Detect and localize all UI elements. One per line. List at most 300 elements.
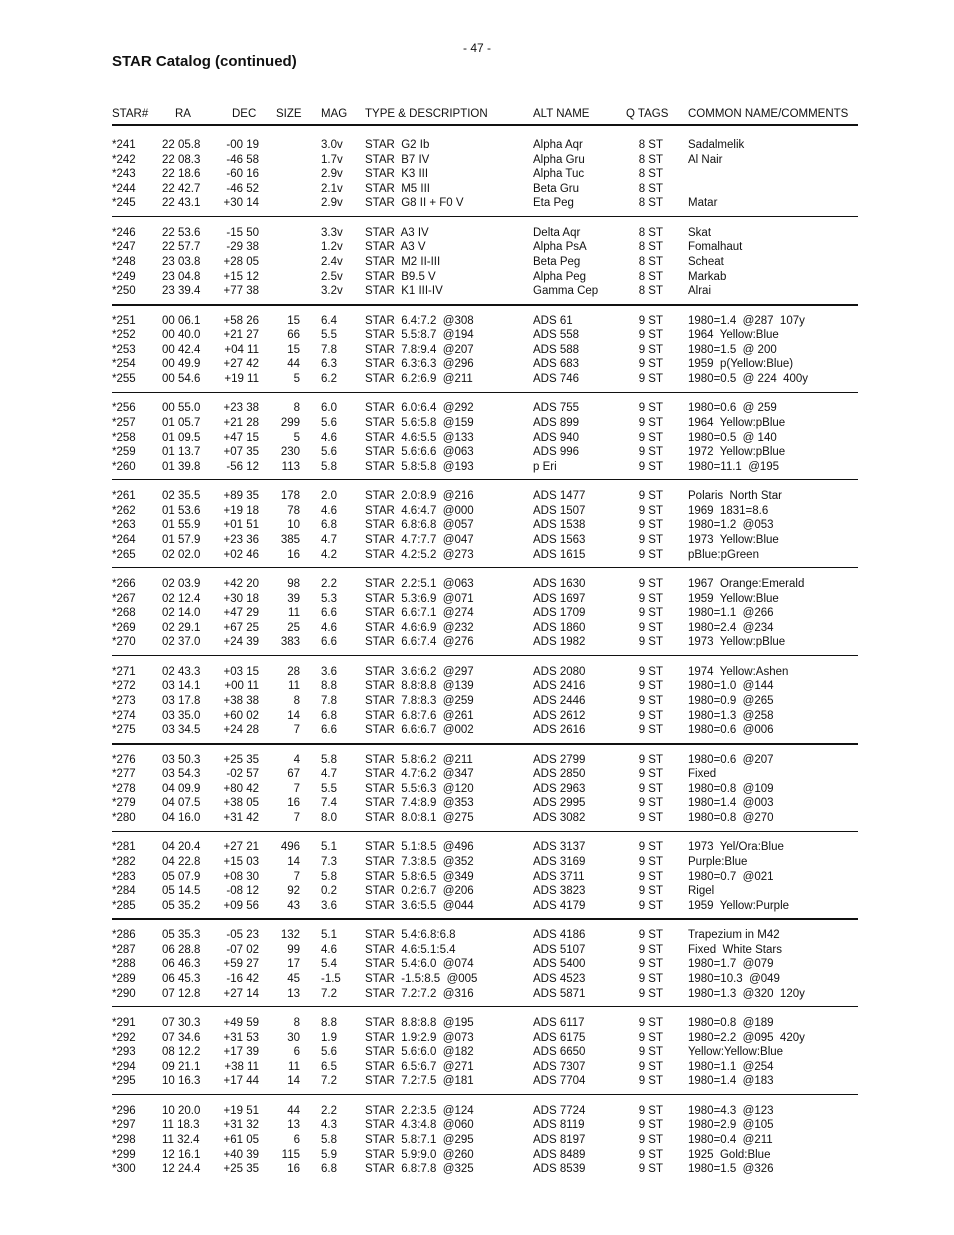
cell-ra: 01 39.8 [162,460,201,473]
cell-star-id: *251 [112,314,136,327]
cell-star-id: *277 [112,768,136,781]
cell-q-tags: 9 ST [638,929,663,942]
cell-mag: 3.0v [321,139,343,151]
cell-ra: 02 43.3 [162,665,201,678]
cell-ra: 22 18.6 [162,168,201,181]
cell-mag: 2.9v [321,168,343,181]
cell-comment: Fixed White Stars [688,943,782,956]
cell-comment: 1980=0.8 @270 [688,812,774,824]
cell-q-tags: 8 ST [638,285,663,298]
cell-alt-name: ADS 1709 [533,607,586,620]
cell-alt-name: ADS 8197 [533,1134,586,1146]
group-separator [112,918,858,920]
cell-dec: +31 32 [223,1119,259,1132]
cell-size: 8 [293,1017,300,1029]
cell-dec: +40 39 [223,1148,259,1161]
cell-ra: 05 07.9 [162,870,201,883]
cell-dec: -05 23 [226,929,259,942]
cell-comment: 1980=1.2 @053 [688,519,774,532]
cell-q-tags: 9 ST [638,1104,663,1117]
cell-type: STAR -1.5:8.5 @005 [365,973,478,985]
cell-star-id: *280 [112,812,136,824]
cell-q-tags: 9 ST [638,1031,663,1044]
cell-ra: 10 20.0 [162,1104,201,1117]
cell-q-tags: 8 ST [638,226,663,239]
cell-comment: 1980=1.1 @266 [688,607,774,620]
cell-star-id: *262 [112,504,136,517]
cell-type: STAR 6.5:6.7 @271 [365,1060,474,1073]
cell-comment: 1980=1.5 @326 [688,1163,774,1176]
cell-comment: 1980=1.5 @ 200 [688,343,777,356]
col-header-alt-name: ALT NAME [533,108,590,120]
cell-dec: +25 35 [223,753,259,766]
cell-comment: 1980=1.3 @258 [688,709,774,722]
cell-comment: Yellow:Yellow:Blue [688,1046,784,1059]
cell-size: 8 [293,402,300,415]
cell-mag: 3.6 [321,899,337,912]
cell-type: STAR 8.8:8.8 @139 [365,680,474,693]
cell-dec: +67 25 [223,621,259,634]
cell-dec: +38 05 [223,797,259,810]
cell-q-tags: 9 ST [638,943,663,956]
cell-q-tags: 9 ST [638,958,663,971]
cell-ra: 07 30.3 [162,1017,201,1029]
cell-ra: 02 35.5 [162,490,201,503]
cell-dec: +15 03 [223,856,259,868]
cell-alt-name: Delta Aqr [533,226,581,239]
cell-alt-name: Beta Peg [533,256,581,268]
cell-dec: +59 27 [223,958,259,971]
cell-ra: 06 45.3 [162,973,201,985]
cell-comment: 1969 1831=8.6 [688,504,769,517]
cell-ra: 10 16.3 [162,1075,201,1088]
cell-dec: -16 42 [226,973,259,985]
cell-q-tags: 9 ST [638,1046,663,1059]
cell-q-tags: 8 ST [638,168,663,181]
cell-mag: 6.3 [321,358,337,371]
cell-mag: 7.8 [321,695,337,707]
cell-dec: +27 14 [223,987,259,1000]
cell-alt-name: ADS 8539 [533,1163,586,1176]
cell-comment: 1974 Yellow:Ashen [688,665,789,678]
cell-comment: 1980=1.0 @144 [688,680,774,693]
cell-alt-name: ADS 940 [533,431,580,444]
cell-size: 4 [293,753,300,766]
cell-size: 7 [293,870,300,883]
group-separator [112,1006,858,1007]
cell-ra: 22 42.7 [162,182,201,195]
cell-mag: 5.1 [321,929,337,942]
cell-mag: 8.0 [321,812,337,824]
cell-type: STAR 6.6:7.4 @276 [365,636,474,649]
cell-alt-name: ADS 7704 [533,1075,586,1088]
cell-size: 78 [287,504,300,517]
cell-mag: 8.8 [321,1017,337,1029]
cell-mag: -1.5 [321,973,341,985]
page-title: STAR Catalog (continued) [112,53,297,70]
cell-dec: +31 42 [223,812,259,824]
cell-star-id: *242 [112,153,136,166]
cell-size: 13 [287,1119,300,1132]
cell-q-tags: 9 ST [638,446,663,459]
cell-star-id: *271 [112,665,136,678]
cell-alt-name: Alpha Gru [533,153,585,166]
cell-q-tags: 9 ST [638,724,663,737]
cell-dec: +19 18 [223,504,259,517]
cell-comment: Alrai [688,285,712,298]
cell-type: STAR 6.2:6.9 @211 [365,373,473,385]
cell-q-tags: 9 ST [638,812,663,824]
cell-size: 16 [287,1163,300,1176]
cell-mag: 6.6 [321,724,337,737]
cell-comment: pBlue:pGreen [688,548,759,561]
cell-comment: 1980=10.3 @049 [688,973,780,985]
cell-comment: 1980=0.9 @265 [688,695,774,707]
cell-ra: 08 12.2 [162,1046,201,1059]
cell-star-id: *296 [112,1104,136,1117]
cell-ra: 01 57.9 [162,534,201,546]
cell-dec: +47 15 [223,431,259,444]
cell-ra: 23 04.8 [162,270,201,283]
cell-q-tags: 9 ST [638,417,663,429]
group-separator [112,216,858,217]
cell-star-id: *288 [112,958,136,971]
cell-ra: 04 20.4 [162,841,201,854]
cell-alt-name: ADS 899 [533,417,580,429]
cell-size: 43 [287,899,300,912]
cell-mag: 5.8 [321,1134,337,1146]
cell-dec: +24 28 [223,724,259,737]
cell-star-id: *283 [112,870,136,883]
group-separator [112,392,858,393]
cell-q-tags: 9 ST [638,534,663,546]
cell-star-id: *300 [112,1163,136,1176]
cell-size: 385 [280,534,300,546]
cell-alt-name: ADS 996 [533,446,580,459]
cell-dec: -08 12 [226,885,259,898]
cell-q-tags: 8 ST [638,197,663,210]
cell-mag: 5.6 [321,446,337,459]
cell-type: STAR 4.6:4.7 @000 [365,504,474,517]
cell-size: 98 [287,578,300,590]
cell-type: STAR 3.6:6.2 @297 [365,665,474,678]
cell-type: STAR 5.4:6.8:6.8 [365,929,456,942]
cell-mag: 6.0 [321,402,337,415]
cell-dec: +04 11 [224,343,259,356]
cell-dec: +15 12 [223,270,259,283]
cell-alt-name: ADS 4186 [533,929,586,942]
cell-size: 44 [287,1104,300,1117]
cell-q-tags: 9 ST [638,973,663,985]
cell-dec: +23 36 [223,534,259,546]
cell-mag: 5.8 [321,870,337,883]
cell-mag: 6.6 [321,636,337,649]
cell-comment: 1973 Yellow:Blue [688,534,779,546]
cell-alt-name: Gamma Cep [533,285,599,298]
cell-q-tags: 9 ST [638,1017,663,1029]
cell-ra: 03 17.8 [162,695,201,707]
cell-star-id: *255 [112,373,136,385]
cell-comment: Trapezium in M42 [688,929,780,942]
cell-star-id: *261 [112,490,136,503]
cell-star-id: *286 [112,929,136,942]
cell-mag: 2.0 [321,490,337,503]
cell-dec: +60 02 [223,709,259,722]
cell-type: STAR K1 III-IV [365,285,443,298]
cell-alt-name: ADS 1538 [533,519,586,532]
cell-star-id: *287 [112,943,136,956]
cell-alt-name: ADS 755 [533,402,580,415]
cell-q-tags: 9 ST [638,607,663,620]
col-header-star: STAR# [112,108,149,120]
cell-q-tags: 8 ST [638,153,663,166]
cell-ra: 00 55.0 [162,402,201,415]
cell-size: 92 [287,885,300,898]
cell-dec: +24 39 [223,636,259,649]
cell-mag: 5.6 [321,1046,337,1059]
cell-star-id: *292 [112,1031,136,1044]
cell-dec: +21 28 [223,417,259,429]
cell-ra: 02 12.4 [162,592,201,605]
cell-ra: 22 53.6 [162,226,201,239]
cell-mag: 7.2 [321,987,337,1000]
cell-size: 299 [280,417,300,429]
cell-type: STAR G2 Ib [365,139,430,151]
cell-mag: 2.2 [321,578,337,590]
cell-mag: 2.2 [321,1104,337,1117]
group-separator [112,831,858,832]
cell-mag: 5.4 [321,958,337,971]
cell-star-id: *297 [112,1119,136,1132]
cell-type: STAR 7.4:8.9 @353 [365,797,474,810]
cell-size: 16 [287,797,300,810]
cell-star-id: *245 [112,197,136,210]
cell-type: STAR G8 II + F0 V [365,197,464,210]
cell-type: STAR 6.8:7.8 @325 [365,1163,474,1176]
cell-dec: -07 02 [226,943,259,956]
cell-ra: 07 34.6 [162,1031,201,1044]
cell-ra: 03 50.3 [162,753,201,766]
cell-ra: 02 37.0 [162,636,201,649]
cell-mag: 6.5 [321,1060,337,1073]
cell-q-tags: 9 ST [638,695,663,707]
cell-dec: +19 11 [224,373,259,385]
cell-mag: 5.5 [321,782,337,795]
cell-ra: 00 42.4 [162,343,201,356]
cell-ra: 01 55.9 [162,519,201,532]
cell-q-tags: 9 ST [638,358,663,371]
cell-dec: -15 50 [226,226,259,239]
cell-mag: 0.2 [321,885,337,898]
cell-alt-name: ADS 7307 [533,1060,586,1073]
cell-dec: +08 30 [223,870,259,883]
cell-ra: 02 29.1 [162,621,201,634]
cell-dec: +30 18 [223,592,259,605]
cell-size: 67 [287,768,300,781]
group-separator [112,479,858,480]
cell-type: STAR A3 V [365,241,426,254]
cell-mag: 3.2v [321,285,343,298]
cell-comment: 1964 Yellow:pBlue [688,417,786,429]
cell-q-tags: 9 ST [638,329,663,342]
cell-comment: Fixed [688,768,717,781]
cell-type: STAR 7.2:7.5 @181 [365,1075,474,1088]
cell-star-id: *273 [112,695,136,707]
cell-q-tags: 9 ST [638,1163,663,1176]
cell-star-id: *291 [112,1017,136,1029]
cell-size: 45 [287,973,300,985]
cell-type: STAR 4.7:6.2 @347 [365,768,474,781]
cell-dec: -02 57 [226,768,259,781]
cell-alt-name: ADS 5400 [533,958,586,971]
cell-comment: 1980=2.9 @105 [688,1119,774,1132]
cell-type: STAR 8.0:8.1 @275 [365,812,474,824]
cell-alt-name: ADS 5871 [533,987,586,1000]
cell-size: 7 [293,724,300,737]
cell-alt-name: ADS 588 [533,343,580,356]
cell-star-id: *279 [112,797,136,810]
cell-comment: 1980=1.4 @183 [688,1075,774,1088]
cell-size: 11 [288,607,300,620]
col-header-comments: COMMON NAME/COMMENTS [688,108,849,120]
cell-star-id: *294 [112,1060,136,1073]
cell-star-id: *241 [112,139,136,151]
cell-star-id: *276 [112,753,136,766]
cell-comment: 1980=4.3 @123 [688,1104,774,1117]
cell-ra: 04 09.9 [162,782,201,795]
cell-dec: +38 11 [224,1060,259,1073]
cell-ra: 01 09.5 [162,431,201,444]
cell-size: 7 [293,812,300,824]
cell-ra: 02 03.9 [162,578,201,590]
cell-star-id: *270 [112,636,136,649]
cell-mag: 5.6 [321,417,337,429]
cell-ra: 03 35.0 [162,709,201,722]
cell-alt-name: ADS 2612 [533,709,586,722]
cell-dec: +17 44 [223,1075,259,1088]
cell-dec: +49 59 [223,1017,259,1029]
cell-dec: +02 46 [223,548,259,561]
cell-comment: 1980=1.1 @254 [688,1060,774,1073]
cell-mag: 3.3v [321,226,343,239]
cell-mag: 6.2 [321,373,337,385]
cell-size: 30 [287,1031,300,1044]
cell-dec: +25 35 [223,1163,259,1176]
cell-size: 230 [280,446,300,459]
cell-star-id: *274 [112,709,136,722]
cell-comment: 1972 Yellow:pBlue [688,446,786,459]
cell-ra: 22 43.1 [162,197,201,210]
cell-mag: 7.2 [321,1075,337,1088]
cell-comment: 1980=1.7 @079 [688,958,774,971]
cell-size: 132 [280,929,300,942]
cell-alt-name: ADS 6650 [533,1046,586,1059]
cell-type: STAR 4.6:6.9 @232 [365,621,474,634]
cell-type: STAR 4.7:7.7 @047 [365,534,474,546]
col-header-type: TYPE & DESCRIPTION [365,108,488,120]
group-separator [112,655,858,656]
cell-star-id: *250 [112,285,136,298]
cell-q-tags: 9 ST [638,841,663,854]
cell-alt-name: ADS 61 [533,314,573,327]
group-separator [112,567,858,568]
cell-ra: 00 40.0 [162,329,201,342]
cell-comment: 1980=0.4 @211 [688,1134,773,1146]
cell-comment: 1980=0.6 @ 259 [688,402,777,415]
cell-type: STAR 6.8:6.8 @057 [365,519,474,532]
cell-comment: 1980=0.8 @109 [688,782,774,795]
cell-mag: 1.7v [321,153,343,166]
cell-dec: +61 05 [223,1134,259,1146]
cell-type: STAR 6.3:6.3 @296 [365,358,474,371]
cell-alt-name: ADS 2080 [533,665,586,678]
cell-type: STAR K3 III [365,168,429,181]
cell-star-id: *266 [112,578,136,590]
cell-q-tags: 9 ST [638,402,663,415]
cell-q-tags: 8 ST [638,270,663,283]
cell-type: STAR 5.9:9.0 @260 [365,1148,474,1161]
cell-comment: 1980=2.4 @234 [688,621,774,634]
cell-ra: 12 24.4 [162,1163,201,1176]
cell-q-tags: 9 ST [638,519,663,532]
cell-type: STAR 4.6:5.5 @133 [365,431,474,444]
cell-ra: 05 35.2 [162,899,201,912]
cell-ra: 05 35.3 [162,929,201,942]
cell-alt-name: ADS 2850 [533,768,586,781]
cell-type: STAR 4.3:4.8 @060 [365,1119,474,1132]
cell-comment: 1967 Orange:Emerald [688,578,805,590]
cell-q-tags: 8 ST [638,241,663,254]
cell-comment: 1925 Gold:Blue [688,1148,771,1161]
cell-q-tags: 9 ST [638,490,663,503]
cell-star-id: *253 [112,343,136,356]
cell-alt-name: ADS 3137 [533,841,586,854]
cell-mag: 4.3 [321,1119,337,1132]
cell-mag: 7.4 [321,797,337,810]
page-number: - 47 - [462,41,491,55]
cell-q-tags: 9 ST [638,504,663,517]
cell-q-tags: 9 ST [638,343,663,356]
cell-comment: Skat [688,226,712,239]
cell-dec: +31 53 [223,1031,259,1044]
cell-ra: 01 05.7 [162,417,201,429]
cell-mag: 2.5v [321,270,343,283]
cell-type: STAR 5.4:6.0 @074 [365,958,474,971]
cell-ra: 04 16.0 [162,812,201,824]
cell-size: 15 [287,314,300,327]
cell-star-id: *284 [112,885,136,898]
cell-type: STAR 5.6:5.8 @159 [365,417,474,429]
cell-ra: 03 54.3 [162,768,201,781]
cell-star-id: *275 [112,724,136,737]
cell-alt-name: ADS 5107 [533,943,586,956]
cell-type: STAR 7.8:8.3 @259 [365,695,474,707]
cell-type: STAR M2 II-III [365,256,441,268]
cell-type: STAR 5.8:6.2 @211 [365,753,473,766]
cell-q-tags: 9 ST [638,460,663,473]
cell-alt-name: ADS 4523 [533,973,586,985]
cell-type: STAR 6.6:7.1 @274 [365,607,474,620]
cell-q-tags: 9 ST [638,665,663,678]
cell-comment: 1980=0.8 @189 [688,1017,774,1029]
cell-q-tags: 8 ST [638,182,663,195]
cell-q-tags: 9 ST [638,621,663,634]
cell-size: 39 [287,592,300,605]
cell-star-id: *290 [112,987,136,1000]
cell-ra: 09 21.1 [162,1060,201,1073]
cell-mag: 4.7 [321,768,337,781]
cell-alt-name: ADS 8489 [533,1148,586,1161]
